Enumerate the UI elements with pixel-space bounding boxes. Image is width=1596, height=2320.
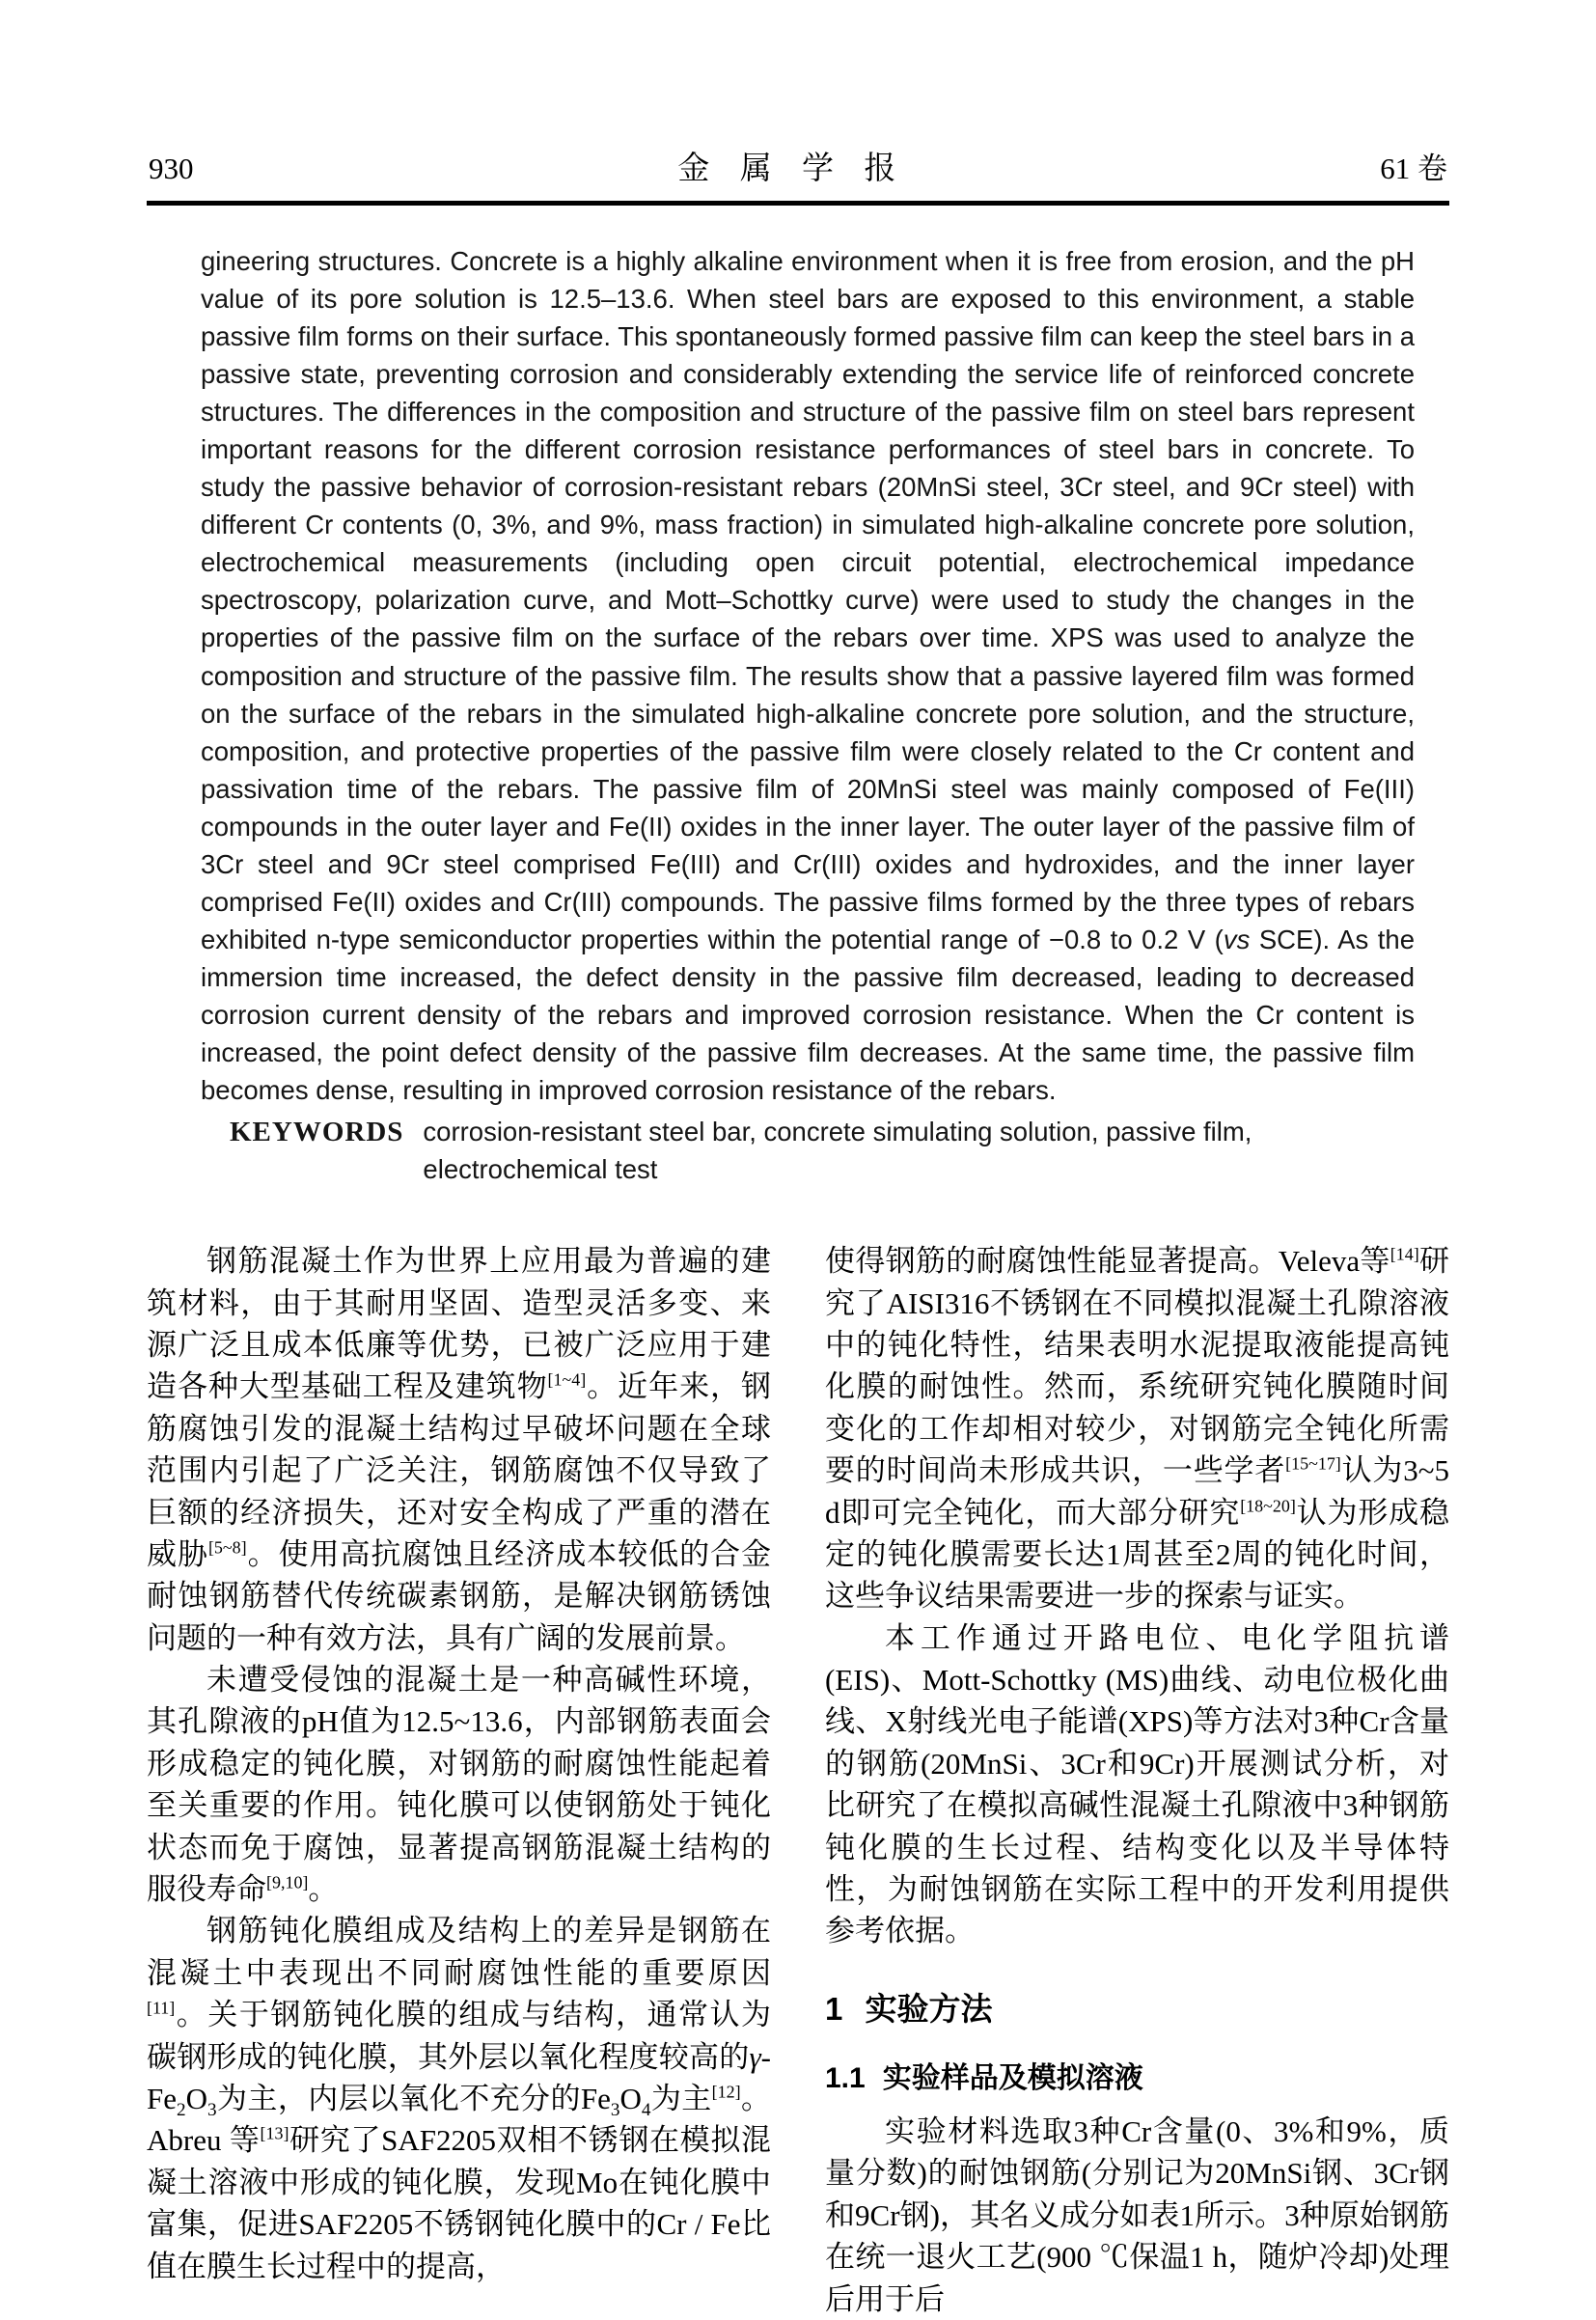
keywords-row: [230, 1113, 1415, 1188]
section-1-1-heading: [825, 2058, 1449, 2099]
body-columns: [147, 1240, 1449, 2320]
section-1-number: 1: [825, 1990, 843, 2027]
methods-paragraph-1: 实验材料选取3种Cr含量(0、3%和9%，质量分数)的耐蚀钢筋(分别记为20MnSi钢、3Cr钢和9Cr钢)，其名义成分如表1所示。3种原始钢筋在统一退火工艺(900 ℃保温1 h，随炉冷却)处理后用于后: [825, 2114, 1449, 2316]
keywords-label: KEYWORDS: [230, 1117, 404, 1148]
intro-paragraph-4: 使得钢筋的耐腐蚀性能显著提高。Veleva等[14]研究了AISI316不锈钢在不同模拟混凝土孔隙溶液中的钝化特性，结果表明水泥提取液能提高钝化膜的耐蚀性。然而，系统研究钝化膜随时间变化的工作却相对较少，对钢筋完全钝化所需要的时间尚未形成共识，一些学者[15~17]认为3~5 d即可完全钝化，而大部分研究[18~20]认为形成稳定的钝化膜需要长达1周甚至2周的钝化时间，这些争议结果需要进一步的探索与证实。: [825, 1244, 1450, 1614]
left-column: [147, 1240, 771, 2320]
intro-paragraph-2: 未遭受侵蚀的混凝土是一种高碱性环境，其孔隙液的pH值为12.5~13.6，内部钢筋表面会形成稳定的钝化膜，对钢筋的耐腐蚀性能起着至关重要的作用。钝化膜可以使钢筋处于钝化状态而免于腐蚀，显著提高钢筋混凝土结构的服役寿命[9,10]。: [147, 1663, 771, 1907]
section-1-1-number: 1.1: [825, 2062, 866, 2094]
section-1-title: 实验方法: [865, 1990, 993, 2027]
abstract-paragraph: gineering structures. Concrete is a highly alkaline environment when it is free from erosion, and the pH value of its pore solution is 12.5–13.6. When steel bars are exposed to this environment, a stable passive film forms on their surface. This spontaneously formed passive film can keep the steel bars in a passive state, preventing corrosion and considerably extending the service life of reinforced concrete structures. The differences in the composition and structure of the passive film on steel bars represent important reasons for the different corrosion resistance performances of steel bars in concrete. To study the passive behavior of corrosion-resistant rebars (20MnSi steel, 3Cr steel, and 9Cr steel) with different Cr contents (0, 3%, and 9%, mass fraction) in simulated high-alkaline concrete pore solution, electrochemical measurements (including open circuit potential, electrochemical impedance spectroscopy, polarization curve, and Mott–Schottky curve) were used to study the changes in the properties of the passive film on the surface of the rebars over time. XPS was used to analyze the composition and structure of the passive film. The results show that a passive layered film was formed on the surface of the rebars in the simulated high-alkaline concrete pore solution, and the structure, composition, and protective properties of the passive film were closely related to the Cr content and passivation time of the rebars. The passive film of 20MnSi steel was mainly composed of Fe(III) compounds in the outer layer and Fe(II) oxides in the inner layer. The outer layer of the passive film of 3Cr steel and 9Cr steel comprised Fe(III) and Cr(III) oxides and hydroxides, and the inner layer comprised Fe(II) oxides and Cr(III) compounds. The passive films formed by the three types of rebars exhibited n-type semiconductor properties within the potential range of −0.8 to 0.2 V (vs SCE). As the immersion time increased, the defect density in the passive film decreased, leading to decreased corrosion current density of the rebars and improved corrosion resistance. When the Cr content is increased, the point defect density of the passive film decreases. At the same time, the passive film becomes dense, resulting in improved corrosion resistance of the rebars.: [201, 246, 1415, 1106]
header-rule: [147, 201, 1449, 206]
volume-label: 61 卷: [1380, 152, 1447, 185]
section-1-1-title: 实验样品及模拟溶液: [882, 2062, 1143, 2094]
page-number: 930: [149, 152, 194, 185]
page-header: [147, 143, 1449, 201]
right-column: [825, 1240, 1449, 2320]
intro-paragraph-1: 钢筋混凝土作为世界上应用最为普遍的建筑材料，由于其耐用坚固、造型灵活多变、来源广泛且成本低廉等优势，已被广泛应用于建造各种大型基础工程及建筑物[1~4]。近年来，钢筋腐蚀引发的混凝土结构过早破坏问题在全球范围内引起了广泛关注，钢筋腐蚀不仅导致了巨额的经济损失，还对安全构成了严重的潜在威胁[5~8]。使用高抗腐蚀且经济成本较低的合金耐蚀钢筋替代传统碳素钢筋，是解决钢筋锈蚀问题的一种有效方法，具有广阔的发展前景。: [147, 1244, 772, 1655]
keywords-text: corrosion-resistant steel bar, concrete simulating solution, passive film, electrochemical test: [423, 1117, 1252, 1185]
intro-paragraph-3: 钢筋钝化膜组成及结构上的差异是钢筋在混凝土中表现出不同耐腐蚀性能的重要原因[11]。关于钢筋钝化膜的组成与结构，通常认为碳钢形成的钝化膜，其外层以氧化程度较高的$\gamma-Fe_2O_3$为主，内层以氧化不充分的$Fe_3O_4$为主[12]。Abreu 等[13]研究了SAF2205双相不锈钢在模拟混凝土溶液中形成的钝化膜，发现Mo在钝化膜中富集，促进SAF2205不锈钢钝化膜中的Cr / Fe比值在膜生长过程中的提高，: [147, 1914, 772, 2283]
intro-paragraph-5: 本工作通过开路电位、电化学阻抗谱(EIS)、Mott-Schottky (MS)曲线、动电位极化曲线、X射线光电子能谱(XPS)等方法对3种Cr含量的钢筋(20MnSi、3Cr和9Cr)开展测试分析，对比研究了在模拟高碱性混凝土孔隙液中3种钢筋钝化膜的生长过程、结构变化以及半导体特性，为耐蚀钢筋在实际工程中的开发利用提供参考依据。: [825, 1620, 1449, 1948]
section-1-heading: [825, 1987, 1449, 2031]
journal-title: 金属学报: [677, 152, 926, 186]
